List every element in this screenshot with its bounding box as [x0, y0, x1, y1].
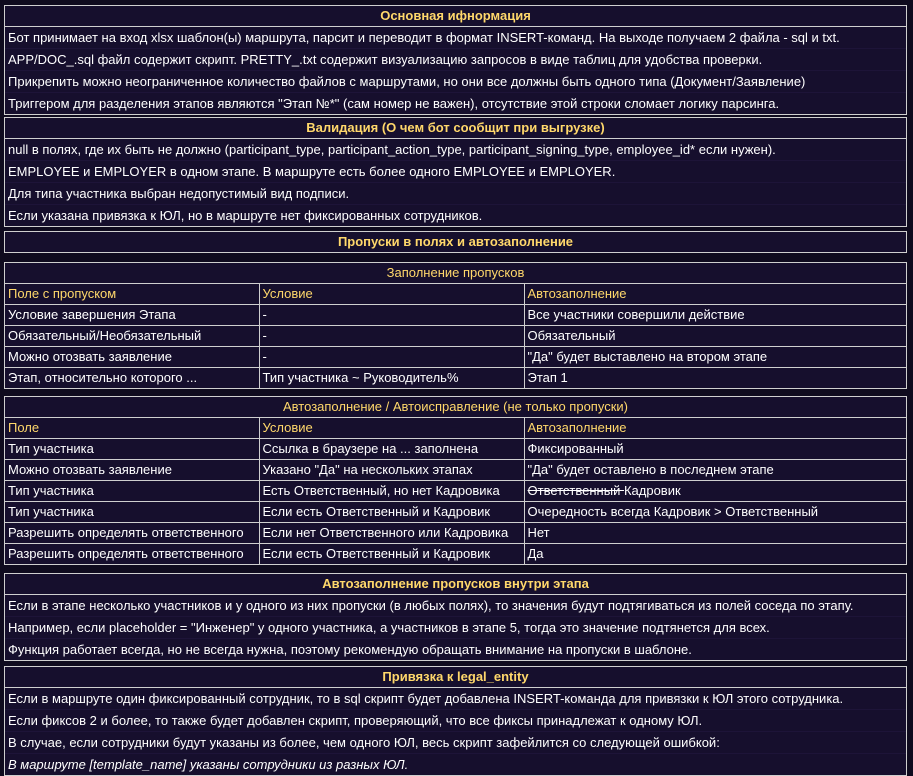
legal-entity-title: Привязка к legal_entity — [5, 667, 906, 688]
legal-entity-section — [4, 666, 907, 776]
table-row — [5, 502, 906, 523]
table-cell: Тип участника — [5, 439, 259, 460]
table-cell: Если есть Ответственный и Кадровик — [259, 502, 524, 523]
main-info-line: APP/DOC_.sql файл содержит скрипт. PRETTY_.txt содержит визуализацию запросов в виде таблиц для удобства проверки. — [5, 48, 906, 70]
main-info-line: Бот принимает на вход xlsx шаблон(ы) маршрута, парсит и переводит в формат INSERT-команд. На выходе получаем 2 файла - sql и txt. — [8, 30, 840, 45]
autofix-table — [5, 417, 906, 564]
table-row — [5, 368, 906, 389]
table-cell: Ссылка в браузере на ... заполнена — [259, 439, 524, 460]
table-cell: Если нет Ответственного или Кадровика — [259, 523, 524, 544]
table-row — [5, 460, 906, 481]
validation-line: EMPLOYEE и EMPLOYER в одном этапе. В маршруте есть более одного EMPLOYEE и EMPLOYER. — [5, 160, 906, 182]
table-cell: Этап 1 — [524, 368, 906, 389]
main-info-line: Прикрепить можно неограниченное количество файлов с маршрутами, но они все должны быть одного типа (Документ/Заявление) — [5, 70, 906, 92]
table-cell: Тип участника ~ Руководитель% — [259, 368, 524, 389]
table-row — [5, 544, 906, 565]
validation-line: null в полях, где их быть не должно (participant_type, participant_action_type, participant_signing_type, employee_id* если нужен). — [8, 142, 776, 157]
struck-text: Ответственный — [527, 483, 624, 498]
table-cell: Можно отозвать заявление — [5, 460, 259, 481]
replacement-text: Кадровик — [623, 483, 681, 498]
column-header: Условие — [259, 418, 524, 439]
table-row — [5, 305, 906, 326]
table-cell: Фиксированный — [524, 439, 906, 460]
legal-entity-line: В случае, если сотрудники будут указаны из более, чем одного ЮЛ, весь скрипт зафейлится со следующей ошибкой: — [5, 731, 906, 753]
table-cell: "Да" будет оставлено в последнем этапе — [524, 460, 906, 481]
table-cell: Разрешить определять ответственного — [5, 523, 259, 544]
stage-fill-title: Автозаполнение пропусков внутри этапа — [5, 574, 906, 595]
table-row — [5, 481, 906, 502]
table-cell: Все участники совершили действие — [524, 305, 906, 326]
table-cell: "Да" будет выставлено на втором этапе — [524, 347, 906, 368]
stage-fill-line: Функция работает всегда, но не всегда нужна, поэтому рекомендую обращать внимание на пропуски в шаблоне. — [5, 638, 906, 660]
table-cell: Тип участника — [5, 481, 259, 502]
validation-title: Валидация (О чем бот сообщит при выгрузке) — [5, 118, 906, 139]
main-info-section — [4, 5, 907, 115]
table-cell: Тип участника — [5, 502, 259, 523]
validation-line: Если указана привязка к ЮЛ, но в маршруте нет фиксированных сотрудников. — [5, 204, 906, 226]
table-cell: Очередность всегда Кадровик > Ответственный — [524, 502, 906, 523]
autofix-section — [4, 396, 907, 565]
table-cell: Можно отозвать заявление — [5, 347, 259, 368]
main-info-line: Триггером для разделения этапов являются "Этап №*" (сам номер не важен), отсутствие этой строки сломает логику парсинга. — [5, 92, 906, 114]
column-header: Поле — [5, 418, 259, 439]
validation-line: Для типа участника выбран недопустимый вид подписи. — [5, 182, 906, 204]
table-cell: Нет — [524, 523, 906, 544]
column-header: Автозаполнение — [524, 284, 906, 305]
column-header: Автозаполнение — [524, 418, 906, 439]
table-row — [5, 347, 906, 368]
table-cell: Условие завершения Этапа — [5, 305, 259, 326]
table-row — [5, 523, 906, 544]
legal-entity-line: Если в маршруте один фиксированный сотрудник, то в sql скрипт будет добавлена INSERT-команда для привязки к ЮЛ этого сотрудника. — [8, 691, 844, 706]
column-header: Поле с пропуском — [5, 284, 259, 305]
table-cell: - — [259, 305, 524, 326]
stage-fill-line: Например, если placeholder = "Инженер" у одного участника, а участников в этапе 5, тогда это значение подтянется для всех. — [5, 616, 906, 638]
table-row — [5, 439, 906, 460]
table-cell: Этап, относительно которого ... — [5, 368, 259, 389]
table-cell — [524, 481, 906, 502]
table-header-row — [5, 284, 906, 305]
validation-section — [4, 117, 907, 227]
table-cell: Если есть Ответственный и Кадровик — [259, 544, 524, 565]
error-example: В маршруте [template_name] указаны сотрудники из разных ЮЛ. — [5, 753, 906, 775]
stage-fill-section — [4, 573, 907, 661]
autofix-title: Автозаполнение / Автоисправление (не только пропуски) — [283, 399, 628, 414]
table-cell: - — [259, 347, 524, 368]
table-cell: Обязательный — [524, 326, 906, 347]
main-info-title: Основная ифнормация — [5, 6, 906, 27]
column-header: Условие — [259, 284, 524, 305]
table-cell: Указано "Да" на нескольких этапах — [259, 460, 524, 481]
gaps-header-title: Пропуски в полях и автозаполнение — [337, 234, 574, 249]
gap-fill-title: Заполнение пропусков — [386, 265, 525, 280]
table-cell: Да — [524, 544, 906, 565]
table-header-row — [5, 418, 906, 439]
gap-fill-table — [5, 283, 906, 388]
gap-fill-section — [4, 262, 907, 389]
table-cell: - — [259, 326, 524, 347]
table-cell: Разрешить определять ответственного — [5, 544, 259, 565]
table-row — [5, 326, 906, 347]
stage-fill-line: Если в этапе несколько участников и у одного из них пропуски (в любых полях), то значения будут подтягиваться из полей соседа по этапу. — [8, 598, 854, 613]
table-cell: Обязательный/Необязательный — [5, 326, 259, 347]
table-cell: Есть Ответственный, но нет Кадровика — [259, 481, 524, 502]
gaps-header-section — [4, 231, 907, 253]
legal-entity-line: Если фиксов 2 и более, то также будет добавлен скрипт, проверяющий, что все фиксы принадлежат к одному ЮЛ. — [5, 709, 906, 731]
